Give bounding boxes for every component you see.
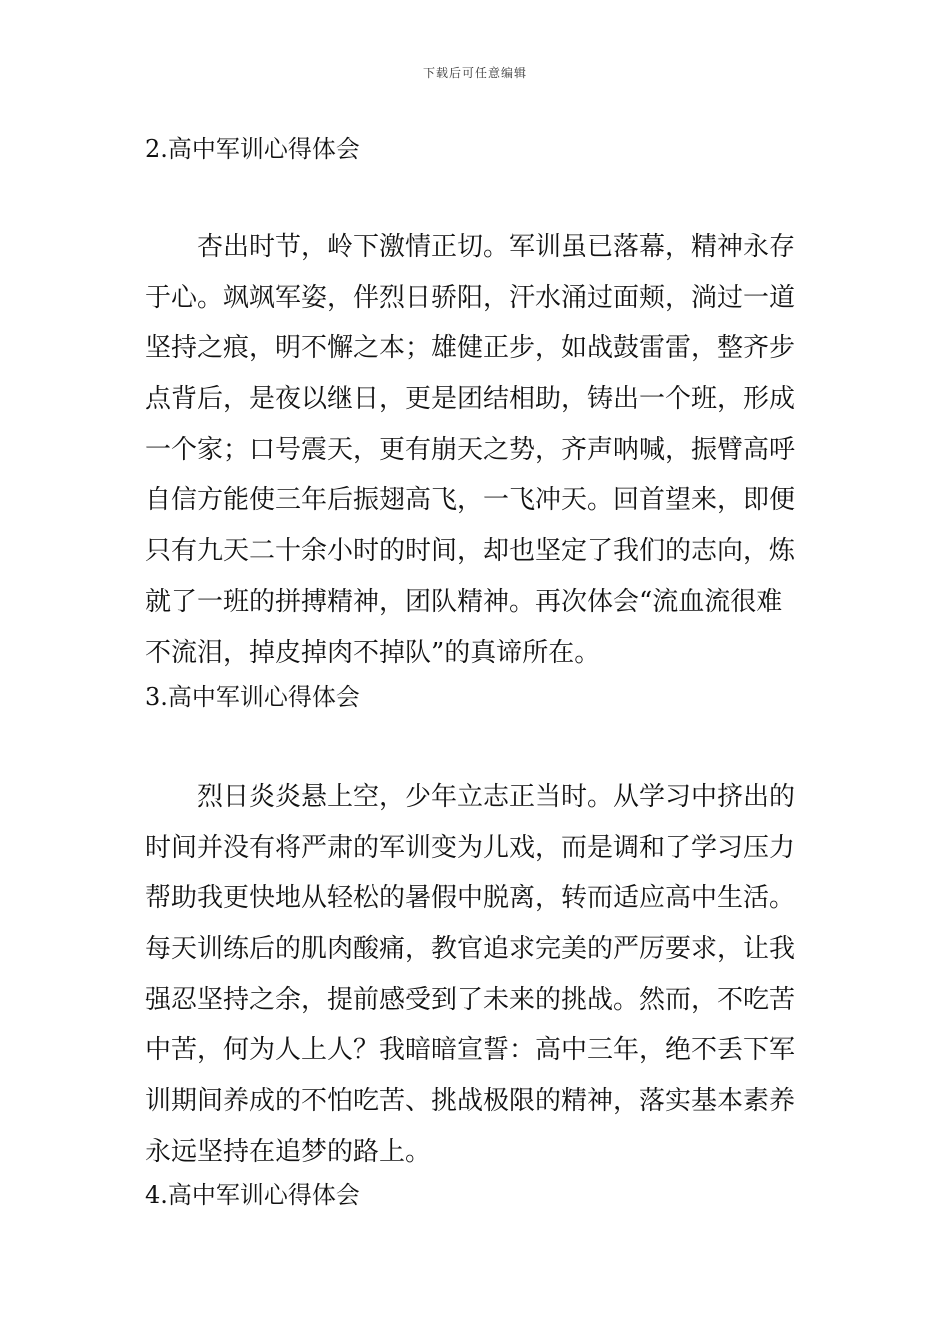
paragraph-line: 帮助我更快地从轻松的暑假中脱离，转而适应高中生活。 — [145, 883, 796, 914]
paragraph-line: 永远坚持在追梦的路上。 — [145, 1136, 432, 1167]
paragraph-line: 点背后，是夜以继日，更是团结相助，铸出一个班，形成 — [145, 384, 796, 415]
paragraph-line: 只有九天二十余小时的时间，却也坚定了我们的志向，炼 — [145, 536, 796, 567]
paragraph-line: 中苦，何为人上人？我暗暗宣誓：高中三年，绝不丢下军 — [145, 1035, 796, 1066]
section-paragraph-3 — [145, 772, 805, 1178]
section-heading-2: 2.高中军训心得体会 — [145, 135, 360, 163]
paragraph-line: 自信方能使三年后振翅高飞，一飞冲天。回首望来，即便 — [145, 485, 796, 516]
paragraph-line: 强忍坚持之余，提前感受到了未来的挑战。然而，不吃苦 — [145, 984, 796, 1015]
paragraph-line: 于心。飒飒军姿，伴烈日骄阳，汗水涌过面颊，淌过一道 — [145, 282, 796, 313]
paragraph-line: 训期间养成的不怕吃苦、挑战极限的精神，落实基本素养 — [145, 1086, 796, 1117]
paragraph-line: 烈日炎炎悬上空，少年立志正当时。从学习中挤出的 — [197, 782, 796, 812]
section-paragraph-2 — [145, 222, 805, 678]
paragraph-line: 一个家；口号震天，更有崩天之势，齐声呐喊，振臂高呼 — [145, 434, 796, 465]
paragraph-line: 每天训练后的肌肉酸痛，教官追求完美的严厉要求，让我 — [145, 934, 796, 965]
section-heading-4: 4.高中军训心得体会 — [145, 1181, 360, 1209]
paragraph-line: 不流泪，掉皮掉肉不掉队”的真谛所在。 — [145, 637, 601, 668]
paragraph-line: 杏出时节，岭下激情正切。军训虽已落幕，精神永存 — [197, 232, 796, 262]
paragraph-line: 坚持之痕，明不懈之本；雄健正步，如战鼓雷雷，整齐步 — [145, 333, 796, 364]
paragraph-line: 就了一班的拼搏精神，团队精神。再次体会“流血流很难 — [145, 586, 783, 617]
page-header: 下载后可任意编辑 — [422, 66, 527, 80]
paragraph-line: 时间并没有将严肃的军训变为儿戏，而是调和了学习压力 — [145, 832, 796, 863]
section-heading-3: 3.高中军训心得体会 — [145, 683, 360, 711]
